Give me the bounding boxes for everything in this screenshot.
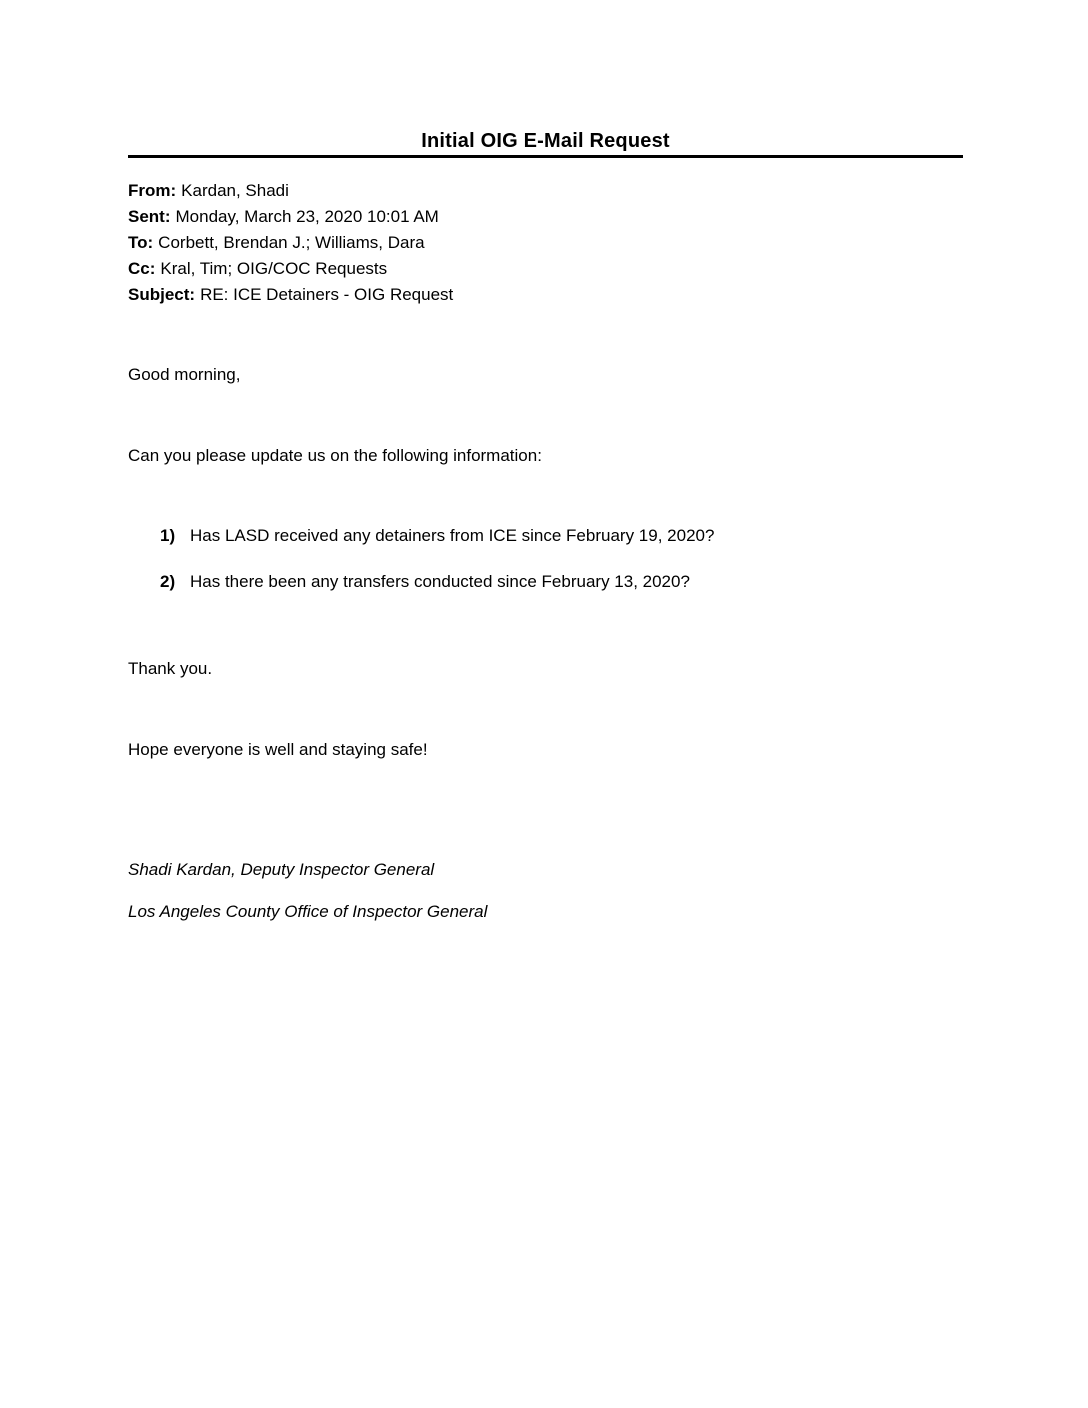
document-title: Initial OIG E-Mail Request [128,129,963,158]
header-label-sent: Sent: [128,207,171,226]
header-value-sent: Monday, March 23, 2020 10:01 AM [175,207,439,226]
email-header-from [128,178,963,204]
question-item-2 [128,572,963,592]
signature-name-title: Shadi Kardan, Deputy Inspector General [128,860,435,879]
question-item-1 [128,526,963,546]
email-header-sent [128,204,963,230]
header-label-from: From: [128,181,177,200]
email-thanks: Thank you. [128,659,213,678]
header-value-to: Corbett, Brendan J.; Williams, Dara [158,233,425,252]
question-text-1: Has LASD received any detainers from ICE since February 19, 2020? [190,526,715,545]
question-number-1: 1) [160,526,176,545]
email-header-block [128,178,963,308]
signature-organization: Los Angeles County Office of Inspector General [128,902,488,921]
question-number-2: 2) [160,572,176,591]
email-header-cc [128,256,963,282]
email-header-to [128,230,963,256]
header-value-cc: Kral, Tim; OIG/COC Requests [160,259,388,278]
header-label-cc: Cc: [128,259,156,278]
header-value-from: Kardan, Shadi [181,181,289,200]
header-value-subject: RE: ICE Detainers - OIG Request [200,285,454,304]
email-greeting: Good morning, [128,365,241,384]
document-content [128,0,963,922]
question-text-2: Has there been any transfers conducted since February 13, 2020? [190,572,690,591]
email-intro: Can you please update us on the following information: [128,446,542,465]
email-header-subject [128,282,963,308]
email-closing: Hope everyone is well and staying safe! [128,740,428,759]
header-label-to: To: [128,233,154,252]
header-label-subject: Subject: [128,285,196,304]
